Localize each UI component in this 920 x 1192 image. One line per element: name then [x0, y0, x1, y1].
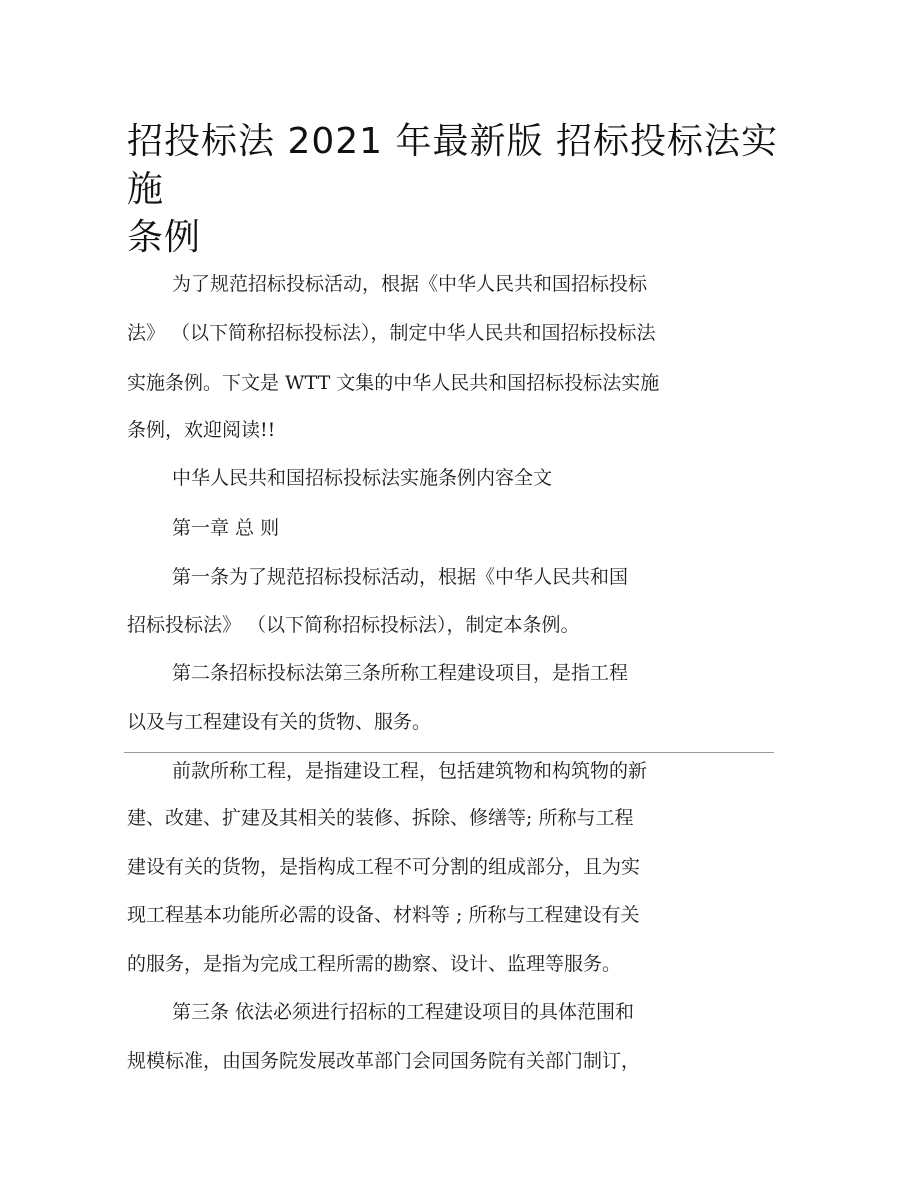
section-divider	[124, 752, 774, 753]
intro-line-1: 为了规范招标投标活动，根据《中华人民共和国招标投标	[172, 273, 648, 295]
article-1-line-1: 第一条为了规范招标投标活动，根据《中华人民共和国	[172, 566, 629, 588]
paragraph-line-4: 现工程基本功能所必需的设备、材料等 ; 所称与工程建设有关	[127, 904, 640, 926]
title-line-1: 招投标法 2021 年最新版 招标投标法实施	[127, 121, 778, 210]
document-title	[127, 118, 807, 262]
intro-line-3: 实施条例。下文是 WTT 文集的中华人民共和国招标投标法实施	[127, 372, 660, 394]
paragraph-line-5: 的服务，是指为完成工程所需的勘察、设计、监理等服务。	[127, 953, 622, 975]
article-1-line-2: 招标投标法》 （以下简称招标投标法），制定本条例。	[127, 614, 580, 636]
intro-line-2: 法》 （以下简称招标投标法），制定中华人民共和国招标投标法	[127, 322, 656, 344]
article-3-line-2: 规模标准，由国务院发展改革部门会同国务院有关部门制订，	[127, 1050, 641, 1072]
article-2-line-1: 第二条招标投标法第三条所称工程建设项目，是指工程	[172, 662, 629, 684]
paragraph-line-3: 建设有关的货物，是指构成工程不可分割的组成部分，且为实	[127, 856, 641, 878]
article-2-line-2: 以及与工程建设有关的货物、服务。	[127, 711, 432, 733]
paragraph-line-2: 建、改建、扩建及其相关的装修、拆除、修缮等; 所称与工程	[127, 807, 634, 829]
intro-line-4: 条例，欢迎阅读!!	[127, 419, 276, 441]
full-text-heading: 中华人民共和国招标投标法实施条例内容全文	[172, 467, 553, 489]
title-line-2: 条例	[127, 217, 202, 258]
chapter-heading: 第一章 总 则	[172, 517, 280, 539]
paragraph-line-1: 前款所称工程，是指建设工程，包括建筑物和构筑物的新	[172, 760, 648, 782]
article-3-line-1: 第三条 依法必须进行招标的工程建设项目的具体范围和	[172, 1001, 635, 1023]
